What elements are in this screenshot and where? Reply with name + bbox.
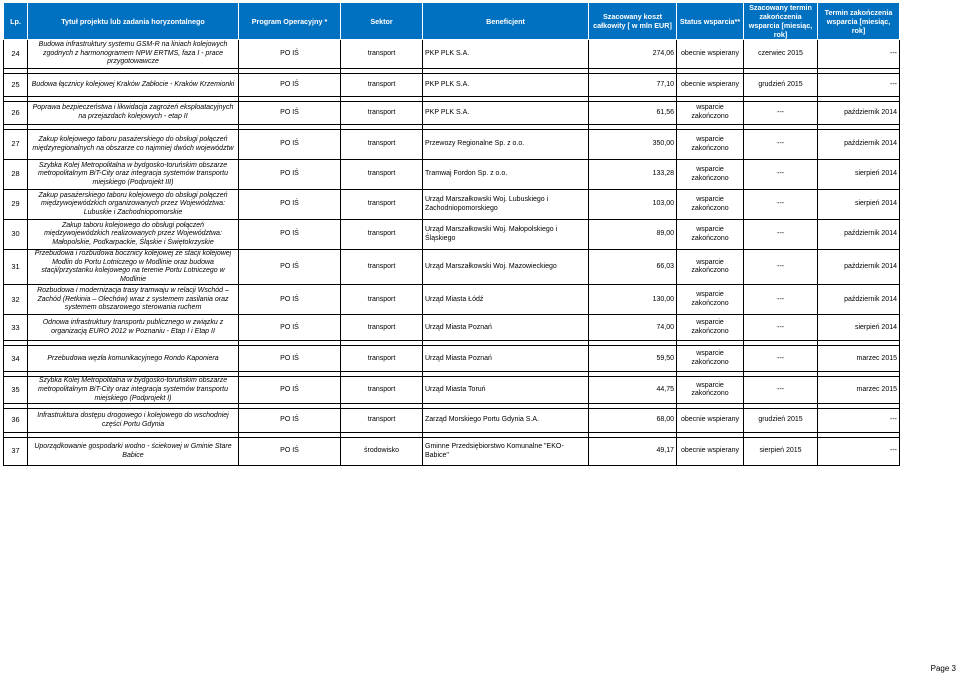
estimated-end-cell: ---	[744, 346, 818, 372]
beneficiary-cell: Urząd Marszałkowski Woj. Małopolskiego i Śląskiego	[423, 220, 589, 250]
end-date-cell: październik 2014	[818, 285, 900, 315]
beneficiary-cell: PKP PLK S.A.	[423, 40, 589, 69]
end-date-cell: ---	[818, 438, 900, 466]
page-number: Page 3	[930, 664, 956, 673]
estimated-end-cell: czerwiec 2015	[744, 40, 818, 69]
row-number: 36	[4, 409, 28, 433]
sector-cell: transport	[341, 190, 423, 220]
status-cell: obecnie wspierany	[677, 40, 744, 69]
table-row	[4, 315, 900, 341]
header-cost: Szacowany koszt całkowity [ w mln EUR]	[589, 3, 677, 40]
beneficiary-cell: Urząd Marszałkowski Woj. Lubuskiego i Zachodniopomorskiego	[423, 190, 589, 220]
header-estimated-end: Szacowany termin zakończenia wsparcia [miesiąc, rok]	[744, 3, 818, 40]
beneficiary-cell: Tramwaj Fordon Sp. z o.o.	[423, 160, 589, 190]
cost-cell: 89,00	[589, 220, 677, 250]
estimated-end-cell: ---	[744, 190, 818, 220]
project-title: Szybka Kolej Metropolitalna w bydgosko-toruńskim obszarze metropolitalnym BiT-City oraz integracja systemów transportu miejskiego (Podprojekt III)	[28, 160, 239, 190]
program-cell: PO IŚ	[239, 409, 341, 433]
table-row	[4, 285, 900, 315]
header-status: Status wsparcia**	[677, 3, 744, 40]
sector-cell: transport	[341, 315, 423, 341]
table-row	[4, 220, 900, 250]
row-number: 30	[4, 220, 28, 250]
sector-cell: transport	[341, 220, 423, 250]
table-row	[4, 74, 900, 97]
cost-cell: 103,00	[589, 190, 677, 220]
end-date-cell: ---	[818, 74, 900, 97]
project-title: Przebudowa węzła komunikacyjnego Rondo Kaponiera	[28, 346, 239, 372]
status-cell: wsparcie zakończono	[677, 377, 744, 404]
beneficiary-cell: PKP PLK S.A.	[423, 102, 589, 125]
row-number: 31	[4, 250, 28, 285]
end-date-cell: październik 2014	[818, 130, 900, 160]
row-number: 35	[4, 377, 28, 404]
project-title: Rozbudowa i modernizacja trasy tramwaju w relacji Wschód – Zachód (Retkinia – Olechów) wraz z systemem zasilania oraz systemem obszarowego sterowania ruchem	[28, 285, 239, 315]
program-cell: PO IŚ	[239, 220, 341, 250]
estimated-end-cell: ---	[744, 220, 818, 250]
program-cell: PO IŚ	[239, 74, 341, 97]
status-cell: obecnie wspierany	[677, 438, 744, 466]
sector-cell: transport	[341, 74, 423, 97]
end-date-cell: październik 2014	[818, 250, 900, 285]
beneficiary-cell: Gminne Przedsiębiorstwo Komunalne "EKO-Babice"	[423, 438, 589, 466]
header-program: Program Operacyjny *	[239, 3, 341, 40]
program-cell: PO IŚ	[239, 160, 341, 190]
table-row	[4, 409, 900, 433]
estimated-end-cell: grudzień 2015	[744, 74, 818, 97]
program-cell: PO IŚ	[239, 346, 341, 372]
project-title: Uporządkowanie gospodarki wodno - ściekowej w Gminie Stare Babice	[28, 438, 239, 466]
program-cell: PO IŚ	[239, 250, 341, 285]
program-cell: PO IŚ	[239, 40, 341, 69]
beneficiary-cell: Urząd Miasta Poznań	[423, 346, 589, 372]
cost-cell: 77,10	[589, 74, 677, 97]
program-cell: PO IŚ	[239, 438, 341, 466]
status-cell: obecnie wspierany	[677, 409, 744, 433]
project-title: Budowa infrastruktury systemu GSM-R na liniach kolejowych zgodnych z harmonogramem NPW ERTMS, faza I - prace przygotowawcze	[28, 40, 239, 69]
sector-cell: transport	[341, 409, 423, 433]
estimated-end-cell: sierpień 2015	[744, 438, 818, 466]
cost-cell: 274,06	[589, 40, 677, 69]
project-title: Poprawa bezpieczeństwa i likwidacja zagrożeń eksploatacyjnych na przejazdach kolejowych - etap II	[28, 102, 239, 125]
project-title: Zakup pasażerskiego taboru kolejowego do obsługi połączeń międzywojewódzkich organizowanych przez Województwa: Lubuskie i Zachodniopomorskie	[28, 190, 239, 220]
row-number: 24	[4, 40, 28, 69]
estimated-end-cell: ---	[744, 250, 818, 285]
project-title: Infrastruktura dostępu drogowego i kolejowego do wschodniej części Portu Gdynia	[28, 409, 239, 433]
program-cell: PO IŚ	[239, 315, 341, 341]
status-cell: wsparcie zakończono	[677, 130, 744, 160]
cost-cell: 350,00	[589, 130, 677, 160]
sector-cell: transport	[341, 285, 423, 315]
table-row	[4, 377, 900, 404]
estimated-end-cell: ---	[744, 377, 818, 404]
end-date-cell: październik 2014	[818, 220, 900, 250]
status-cell: wsparcie zakończono	[677, 315, 744, 341]
end-date-cell: marzec 2015	[818, 346, 900, 372]
estimated-end-cell: ---	[744, 130, 818, 160]
sector-cell: transport	[341, 130, 423, 160]
status-cell: wsparcie zakończono	[677, 102, 744, 125]
cost-cell: 68,00	[589, 409, 677, 433]
beneficiary-cell: PKP PLK S.A.	[423, 74, 589, 97]
sector-cell: transport	[341, 160, 423, 190]
table-body	[4, 40, 900, 466]
beneficiary-cell: Urząd Marszałkowski Woj. Mazowieckiego	[423, 250, 589, 285]
end-date-cell: sierpień 2014	[818, 190, 900, 220]
status-cell: wsparcie zakończono	[677, 220, 744, 250]
status-cell: wsparcie zakończono	[677, 346, 744, 372]
estimated-end-cell: ---	[744, 160, 818, 190]
project-title: Zakup kolejowego taboru pasażerskiego do obsługi połączeń międzyregionalnych na obszarze co najmniej dwóch województw	[28, 130, 239, 160]
cost-cell: 59,50	[589, 346, 677, 372]
beneficiary-cell: Zarząd Morskiego Portu Gdynia S.A.	[423, 409, 589, 433]
table-row	[4, 190, 900, 220]
cost-cell: 130,00	[589, 285, 677, 315]
sector-cell: transport	[341, 102, 423, 125]
row-number: 34	[4, 346, 28, 372]
cost-cell: 44,75	[589, 377, 677, 404]
status-cell: obecnie wspierany	[677, 74, 744, 97]
cost-cell: 74,00	[589, 315, 677, 341]
beneficiary-cell: Urząd Miasta Łódź	[423, 285, 589, 315]
sector-cell: transport	[341, 346, 423, 372]
table-row	[4, 160, 900, 190]
beneficiary-cell: Przewozy Regionalne Sp. z o.o.	[423, 130, 589, 160]
cost-cell: 133,28	[589, 160, 677, 190]
cost-cell: 66,03	[589, 250, 677, 285]
estimated-end-cell: ---	[744, 285, 818, 315]
estimated-end-cell: ---	[744, 315, 818, 341]
header-title: Tytuł projektu lub zadania horyzontalnego	[28, 3, 239, 40]
status-cell: wsparcie zakończono	[677, 250, 744, 285]
beneficiary-cell: Urząd Miasta Poznań	[423, 315, 589, 341]
sector-cell: transport	[341, 40, 423, 69]
program-cell: PO IŚ	[239, 377, 341, 404]
row-number: 28	[4, 160, 28, 190]
end-date-cell: sierpień 2014	[818, 315, 900, 341]
table-header-row	[4, 3, 900, 40]
row-number: 25	[4, 74, 28, 97]
row-number: 37	[4, 438, 28, 466]
table-row	[4, 250, 900, 285]
end-date-cell: sierpień 2014	[818, 160, 900, 190]
end-date-cell: ---	[818, 409, 900, 433]
header-sector: Sektor	[341, 3, 423, 40]
estimated-end-cell: ---	[744, 102, 818, 125]
project-title: Zakup taboru kolejowego do obsługi połączeń międzywojewódzkich realizowanych przez Województwa: Małopolskie, Podkarpackie, Śląskie i Świętokrzyskie	[28, 220, 239, 250]
program-cell: PO IŚ	[239, 285, 341, 315]
row-number: 27	[4, 130, 28, 160]
beneficiary-cell: Urząd Miasta Toruń	[423, 377, 589, 404]
cost-cell: 61,56	[589, 102, 677, 125]
table-row	[4, 40, 900, 69]
program-cell: PO IŚ	[239, 102, 341, 125]
status-cell: wsparcie zakończono	[677, 160, 744, 190]
project-title: Przebudowa i rozbudowa bocznicy kolejowej ze stacji kolejowej Modlin do Portu Lotniczego w Modlinie oraz budowa stacji/przystanku kolejowego na terenie Portu Lotniczego w Modlinie	[28, 250, 239, 285]
header-lp: Lp.	[4, 3, 28, 40]
table-row	[4, 438, 900, 466]
projects-table	[3, 2, 900, 466]
project-title: Budowa łącznicy kolejowej Kraków Zabłocie - Kraków Krzemionki	[28, 74, 239, 97]
cost-cell: 49,17	[589, 438, 677, 466]
row-number: 33	[4, 315, 28, 341]
end-date-cell: październik 2014	[818, 102, 900, 125]
status-cell: wsparcie zakończono	[677, 190, 744, 220]
table-row	[4, 346, 900, 372]
status-cell: wsparcie zakończono	[677, 285, 744, 315]
program-cell: PO IŚ	[239, 190, 341, 220]
table-row	[4, 130, 900, 160]
sector-cell: środowisko	[341, 438, 423, 466]
sector-cell: transport	[341, 377, 423, 404]
header-beneficiary: Beneficjent	[423, 3, 589, 40]
project-title: Szybka Kolej Metropolitalna w bydgosko-toruńskim obszarze metropolitalnym BiT-City oraz integracja systemów transportu miejskiego (Podprojekt I)	[28, 377, 239, 404]
header-end: Termin zakończenia wsparcia [miesiąc, rok]	[818, 3, 900, 40]
estimated-end-cell: grudzień 2015	[744, 409, 818, 433]
program-cell: PO IŚ	[239, 130, 341, 160]
row-number: 32	[4, 285, 28, 315]
row-number: 29	[4, 190, 28, 220]
row-number: 26	[4, 102, 28, 125]
end-date-cell: ---	[818, 40, 900, 69]
table-row	[4, 102, 900, 125]
project-title: Odnowa infrastruktury transportu publicznego w związku z organizacją EURO 2012 w Poznaniu - Etap I i Etap II	[28, 315, 239, 341]
end-date-cell: marzec 2015	[818, 377, 900, 404]
sector-cell: transport	[341, 250, 423, 285]
